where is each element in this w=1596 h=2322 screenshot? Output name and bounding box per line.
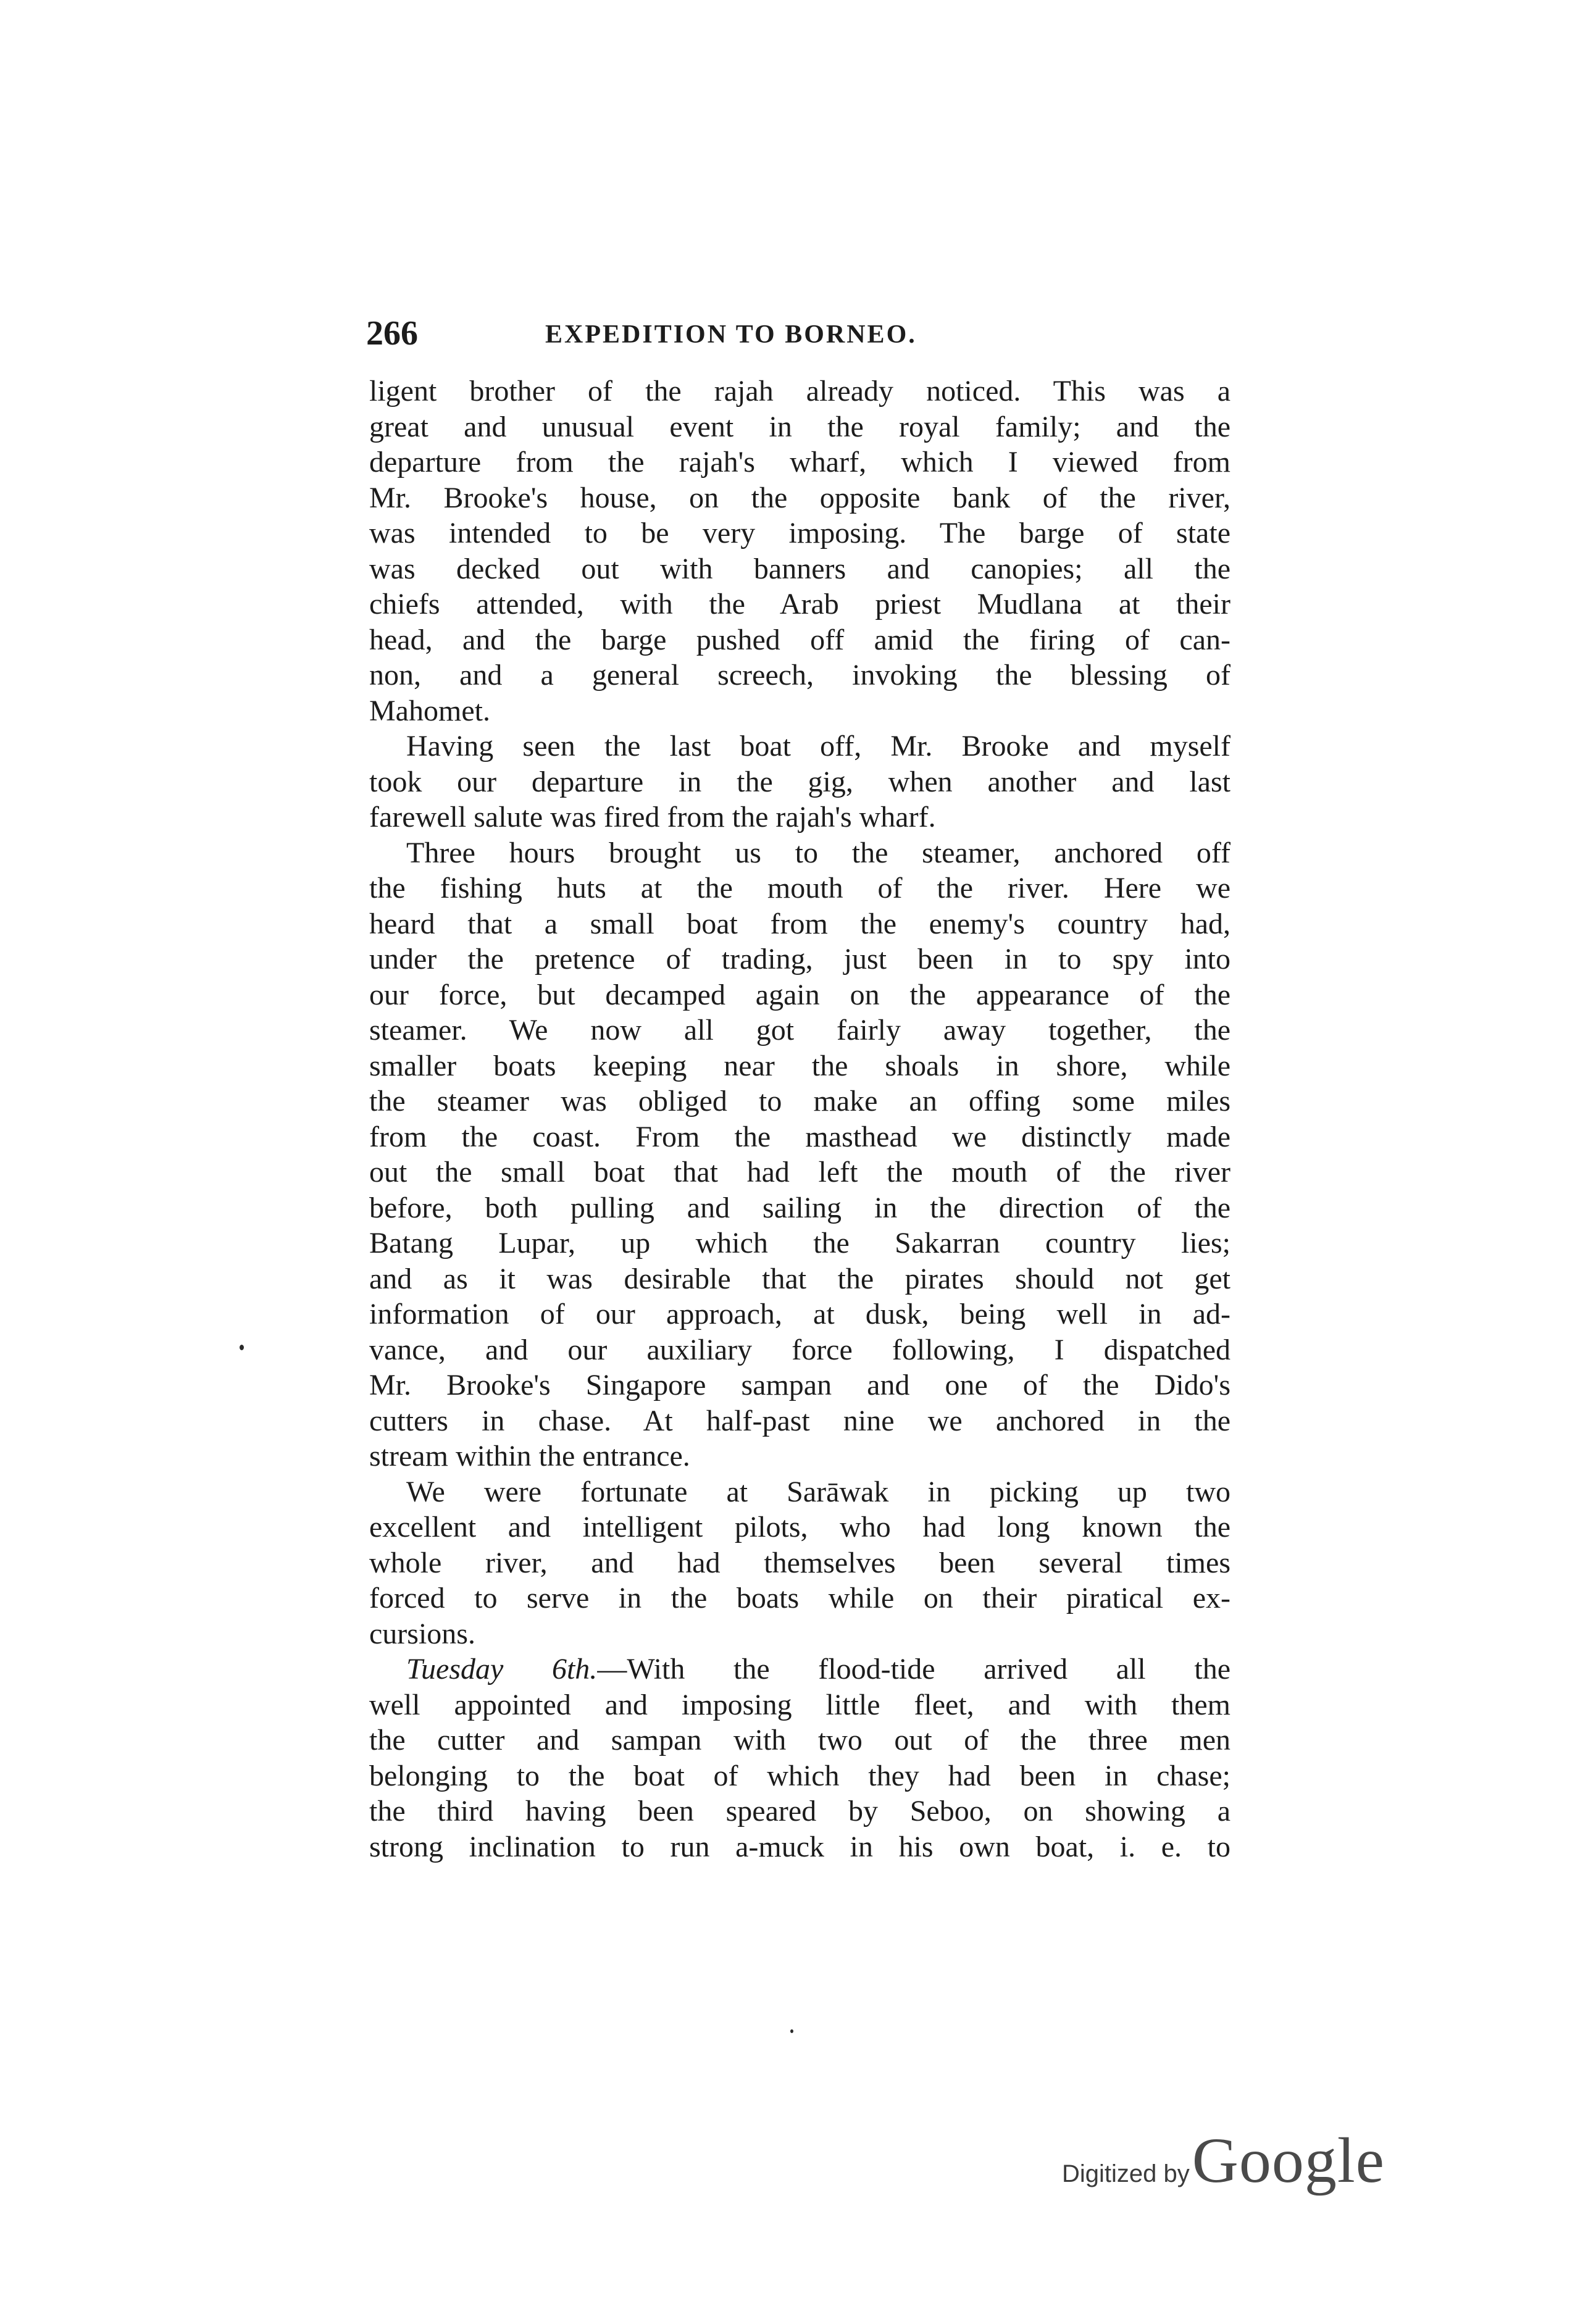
text-line: chiefs attended, with the Arab priest Mudlana at their <box>369 588 1230 620</box>
text-line: excellent and intelligent pilots, who had long known the <box>369 1511 1230 1543</box>
text-line: from the coast. From the masthead we distinctly made <box>369 1120 1230 1153</box>
text-line: non, and a general screech, invoking the blessing of <box>369 659 1230 691</box>
text-line: the fishing huts at the mouth of the river. Here we <box>369 872 1230 904</box>
text-line: departure from the rajah's wharf, which I viewed from <box>369 446 1230 478</box>
text-line <box>369 1652 1230 1687</box>
text-line: cursions. <box>369 1617 475 1650</box>
text-line: Mr. Brooke's house, on the opposite bank of the river, <box>369 481 1230 514</box>
text-line: well appointed and imposing little fleet, and with them <box>369 1688 1230 1721</box>
text-line: Mr. Brooke's Singapore sampan and one of the Dido's <box>369 1369 1230 1401</box>
text-line: strong inclination to run a-muck in his own boat, i. e. to <box>369 1830 1230 1863</box>
text-line: Mahomet. <box>369 694 490 727</box>
text-line: steamer. We now all got fairly away together, the <box>369 1014 1230 1046</box>
text-line: was decked out with banners and canopies; all the <box>369 552 1230 585</box>
body-text <box>369 374 1230 1865</box>
page-number: 266 <box>366 314 418 353</box>
text-line: cutters in chase. At half-past nine we anchored in the <box>369 1404 1230 1437</box>
text-line: stream within the entrance. <box>369 1440 690 1472</box>
text-line: information of our approach, at dusk, being well in ad- <box>369 1298 1230 1330</box>
watermark-prefix: Digitized by <box>1062 2160 1190 2187</box>
text-line: heard that a small boat from the enemy's country had, <box>369 907 1230 940</box>
text-line: Having seen the last boat off, Mr. Brooke and myself <box>406 730 1230 762</box>
text-line: smaller boats keeping near the shoals in shore, while <box>369 1049 1230 1082</box>
page-header <box>366 312 1230 355</box>
text-line: was intended to be very imposing. The barge of state <box>369 517 1230 549</box>
text-line: took our departure in the gig, when another and last <box>369 765 1230 798</box>
text-line: belonging to the boat of which they had been in chase; <box>369 1759 1230 1792</box>
text-line: ligent brother of the rajah already noticed. This was a <box>369 375 1230 407</box>
text-line: under the pretence of trading, just been in to spy into <box>369 943 1230 975</box>
text-line: out the small boat that had left the mouth of the river <box>369 1156 1230 1188</box>
text-line: before, both pulling and sailing in the direction of the <box>369 1191 1230 1224</box>
text-line: Three hours brought us to the steamer, anchored off <box>406 836 1230 869</box>
text-line: our force, but decamped again on the appearance of the <box>369 978 1230 1011</box>
date-heading: Tuesday 6th. <box>406 1653 598 1685</box>
text-line: whole river, and had themselves been several times <box>369 1546 1230 1579</box>
google-logo: Google <box>1192 2125 1385 2196</box>
text-line: farewell salute was fired from the rajah's wharf. <box>369 801 936 833</box>
text-line: the third having been speared by Seboo, on showing a <box>369 1795 1230 1827</box>
stray-mark <box>240 1345 244 1350</box>
stray-mark <box>790 2029 793 2033</box>
text-line: great and unusual event in the royal family; and the <box>369 410 1230 443</box>
text-line: vance, and our auxiliary force following, I dispatched <box>369 1333 1230 1366</box>
text-line: forced to serve in the boats while on their piratical ex- <box>369 1582 1230 1614</box>
text-line: the steamer was obliged to make an offing some miles <box>369 1085 1230 1117</box>
running-title: EXPEDITION TO BORNEO. <box>545 320 917 349</box>
text-fragment: —With the flood-tide arrived all the <box>597 1653 1230 1685</box>
digitized-watermark <box>1062 2124 1445 2198</box>
text-line: the cutter and sampan with two out of the three men <box>369 1724 1230 1756</box>
text-line: and as it was desirable that the pirates should not get <box>369 1262 1230 1295</box>
text-line: Batang Lupar, up which the Sakarran country lies; <box>369 1227 1230 1259</box>
text-line: We were fortunate at Sarāwak in picking up two <box>406 1475 1230 1508</box>
text-line: head, and the barge pushed off amid the firing of can- <box>369 623 1230 656</box>
